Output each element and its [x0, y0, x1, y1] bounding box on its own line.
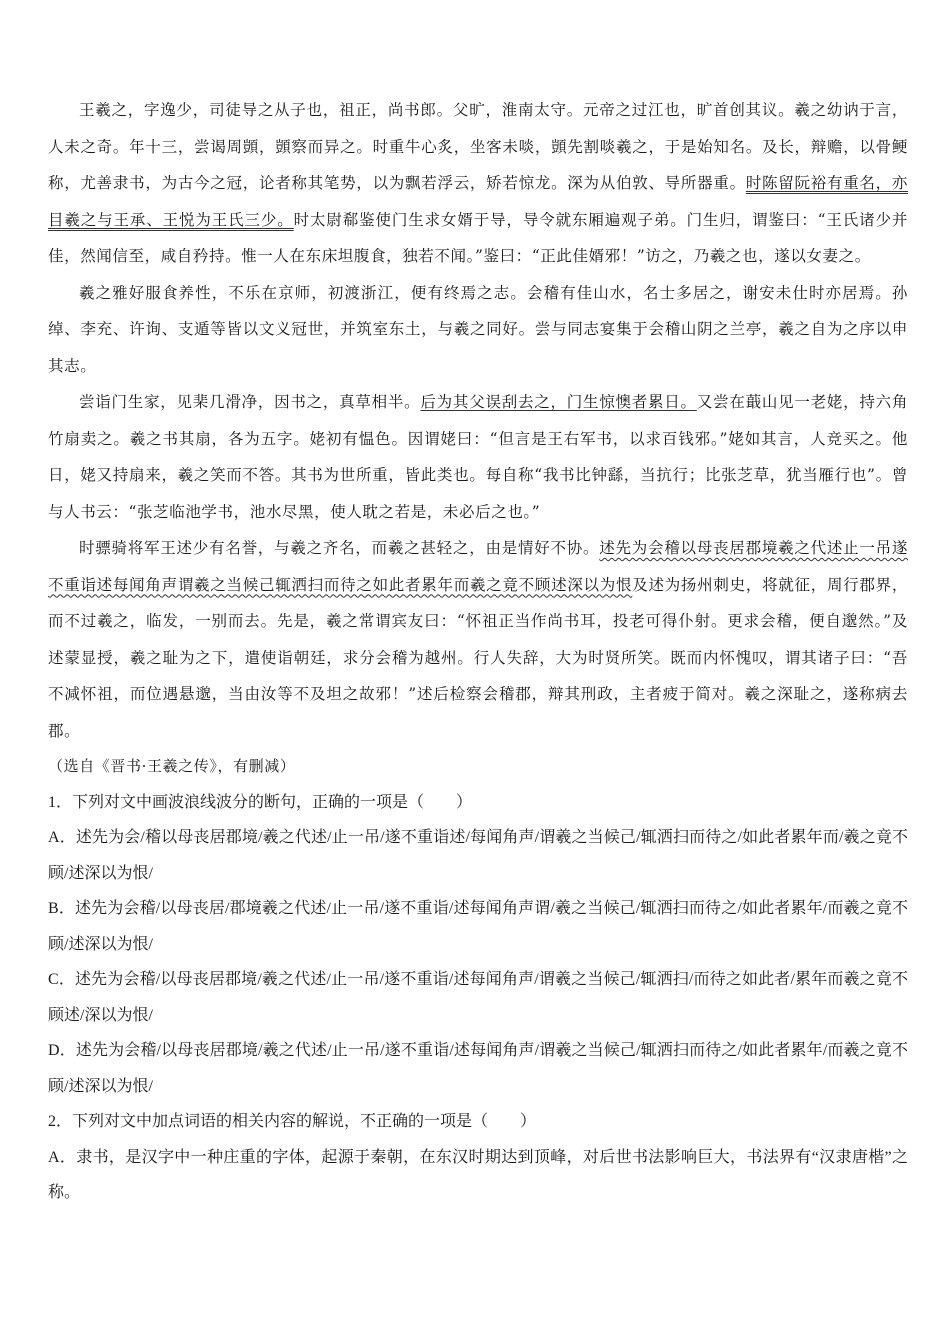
passage-paragraph-4: 时骠骑将军王述少有名誉，与羲之齐名，而羲之甚轻之，由是情好不协。述先为会稽以母丧居郡境羲之代述止一吊遂不重诣述每闻角声谓羲之当候己辄洒扫而待之如此者累年而羲之竟不顾述深以为恨及述为扬州刺史，将就征，周行郡界，而不过羲之，临发，一别而去。先是，羲之常谓宾友曰：“怀祖正当作尚书耳，投老可得仆射。更求会稽，便自邈然。”及述蒙显授，羲之耻为之下，遣使诣朝廷，求分会稽为越州。行人失辞，大为时贤所笑。既而内怀愧叹，谓其诸子曰：“吾不减怀祖，而位遇悬邈，当由汝等不及坦之故邪！”述后检察会稽郡，辩其刑政，主者疲于简对。羲之深耻之，遂称病去郡。: [48, 539, 909, 740]
question-1-stem: 1．下列对文中画波浪线波分的断句，正确的一项是（ ）: [48, 793, 473, 811]
passage-paragraph-1: 王羲之，字逸少，司徒导之从子也，祖正，尚书郎。父旷，淮南太守。元帝之过江也，旷首创其议。羲之幼讷于言，人未之奇。年十三，尝谒周顗，顗察而异之。时重牛心炙，坐客未啖，顗先割啖羲之，于是始知名。及长，辩赡，以骨鲠称，尤善隶书，为古今之冠，论者称其笔势，以为飘若浮云，矫若惊龙。深为从伯敦、导所器重。时陈留阮裕有重名，亦目羲之与王承、王悦为王氏三少。时太尉郗鉴使门生求女婿于导，导令就东厢遍观子弟。门生归，谓鉴曰：“王氏诸少并佳，然闻信至，咸自矜持。惟一人在东床坦腹食，独若不闻。”鉴曰：“正此佳婿邪！”访之，乃羲之也，遂以女妻之。: [48, 101, 908, 265]
exam-page: [48, 92, 908, 1211]
question-2-stem: 2．下列对文中加点词语的相关内容的解说，不正确的一项是（ ）: [48, 1113, 537, 1130]
question-1-option-b[interactable]: B．述先为会稽/以母丧居/郡境羲之代述/止一吊/遂不重诣/述每闻角声谓/羲之当候己/辄洒扫而待之/如此者累年/而羲之竟不顾/述深以为恨/: [48, 900, 908, 953]
passage-paragraph-2: 羲之雅好服食养性，不乐在京师，初渡浙江，便有终焉之志。会稽有佳山水，名士多居之，谢安未仕时亦居焉。孙绰、李充、许询、支遁等皆以文义冠世，并筑室东土，与羲之同好。尝与同志宴集于会稽山阴之兰亭，羲之自为之序以申其志。: [48, 283, 908, 375]
question-2-option-a[interactable]: A．隶书，是汉字中一种庄重的字体，起源于秦朝，在东汉时期达到顶峰，对后世书法影响巨大，书法界有“汉隶唐楷”之称。: [48, 1148, 908, 1201]
question-1-option-d[interactable]: D．述先为会稽/以母丧居郡境/羲之代述/止一吊/遂不重诣/述每闻角声/谓羲之当候己/辄洒扫而待之/如此者累年/而羲之竟不顾/述深以为恨/: [48, 1042, 908, 1095]
double-underlined-sentence-1: 时陈留阮裕有重名，亦目羲之与王承、王悦为王氏三少。: [48, 174, 908, 229]
underlined-sentence-2: 后为其父误刮去之，门生惊懊者累日。: [420, 393, 697, 411]
source-citation: （选自《晋书·王羲之传》，有删减）: [48, 757, 296, 775]
question-1-option-c[interactable]: C．述先为会稽/以母丧居郡境/羲之代述/止一吊/遂不重诣/述每闻角声/谓羲之当候己/辄洒扫/而待之如此者/累年而羲之竟不顾述/深以为恨/: [48, 971, 908, 1024]
questions-section: [48, 749, 908, 1211]
classical-passage: [48, 92, 908, 749]
passage-paragraph-3: 尝诣门生家，见棐几滑净，因书之，真草相半。后为其父误刮去之，门生惊懊者累日。又尝在蕺山见一老姥，持六角竹扇卖之。羲之书其扇，各为五字。姥初有愠色。因谓姥曰：“但言是王右军书，以求百钱邪。”姥如其言，人竞买之。他日，姥又持扇来，羲之笑而不答。其书为世所重，皆此类也。每自称“我书比钟繇，当抗行；比张芝草，犹当雁行也”。曾与人书云：“张芝临池学书，池水尽黑，使人耽之若是，未必后之也。”: [48, 393, 909, 521]
question-1-option-a[interactable]: A．述先为会/稽以母丧居郡境/羲之代述/止一吊/遂不重诣述/每闻角声/谓羲之当候己/辄洒扫而待之/如此者累年而/羲之竟不顾/述深以为恨/: [48, 829, 908, 882]
wavy-underlined-segment: 述先为会稽以母丧居郡境羲之代述止一吊遂不重诣述每闻角声谓羲之当候己辄洒扫而待之如此者累年而羲之竟不顾述深以为恨: [48, 539, 909, 594]
